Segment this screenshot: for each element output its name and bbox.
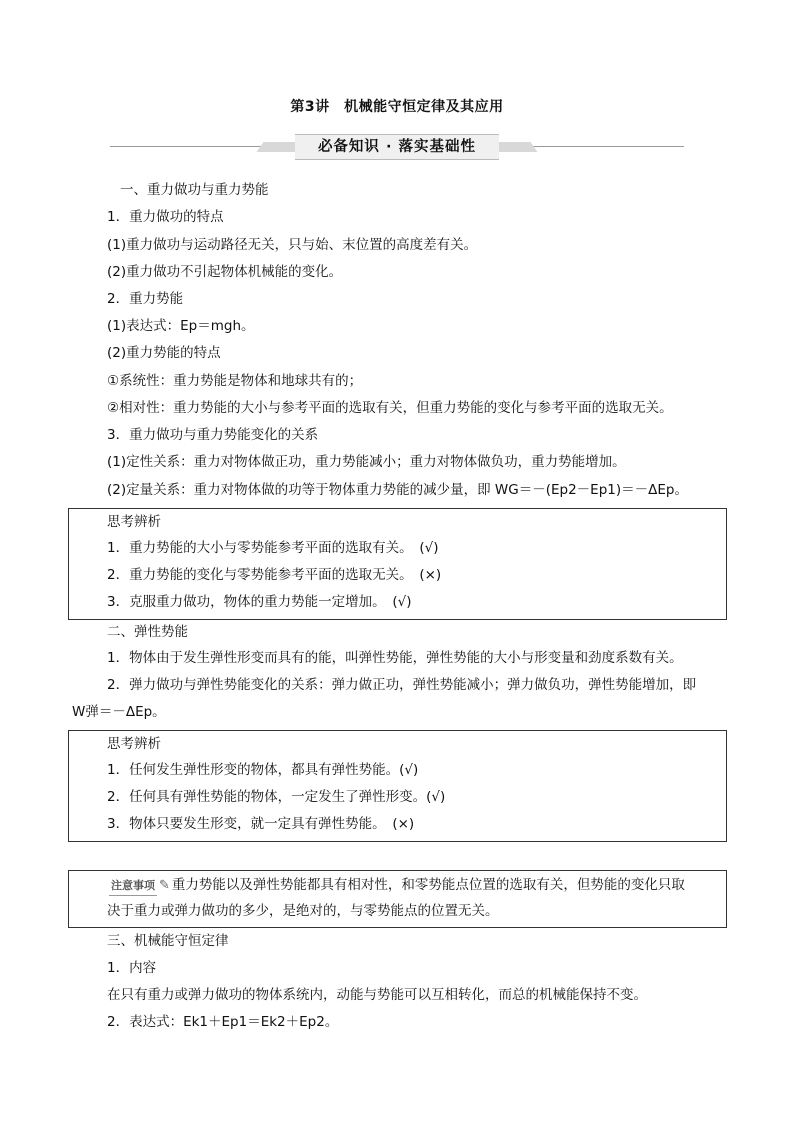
subheading-2: 2．重力势能 bbox=[107, 291, 184, 307]
think-item: 3．物体只要发生形变，就一定具有弹性势能。 (×) bbox=[107, 816, 415, 832]
think-item: 2．重力势能的变化与零势能参考平面的选取无关。 (×) bbox=[107, 567, 442, 583]
heading-section-3: 三、机械能守恒定律 bbox=[107, 933, 229, 949]
paragraph: 在只有重力或弹力做功的物体系统内，动能与势能可以互相转化，而总的机械能保持不变。 bbox=[107, 987, 647, 1003]
formula-line: 2．表达式：Ek1＋Ep1＝Ek2＋Ep2。 bbox=[107, 1014, 339, 1030]
subheading-1: 1．重力做功的特点 bbox=[107, 209, 224, 225]
think-item: 3．克服重力做功，物体的重力势能一定增加。 (√) bbox=[107, 594, 412, 610]
note-line-1 bbox=[109, 876, 685, 896]
think-box-1 bbox=[68, 508, 727, 620]
heading-section-1: 一、重力做功与重力势能 bbox=[120, 182, 269, 198]
note-box bbox=[68, 870, 727, 928]
paragraph: (2)重力做功不引起物体机械能的变化。 bbox=[107, 264, 343, 280]
paragraph: 1．物体由于发生弹性形变而具有的能，叫弹性势能，弹性势能的大小与形变量和劲度系数有关。 bbox=[107, 650, 683, 666]
section-banner bbox=[110, 132, 684, 160]
paragraph: (1)定性关系：重力对物体做正功，重力势能减小；重力对物体做负功，重力势能增加。 bbox=[107, 454, 626, 470]
formula-line: (1)表达式：Ep＝mgh。 bbox=[107, 318, 255, 334]
paragraph: ①系统性：重力势能是物体和地球共有的； bbox=[107, 373, 363, 389]
page-title: 第3讲 机械能守恒定律及其应用 bbox=[290, 99, 504, 115]
note-text-1: 重力势能以及弹性势能都具有相对性，和零势能点位置的选取有关，但势能的变化只取 bbox=[171, 877, 685, 893]
think-item: 1．任何发生弹性形变的物体，都具有弹性势能。(√) bbox=[107, 762, 419, 778]
pen-icon: ✎ bbox=[159, 878, 170, 893]
paragraph: (2)重力势能的特点 bbox=[107, 345, 221, 361]
banner-line-right bbox=[514, 146, 684, 147]
think-box-2 bbox=[68, 730, 727, 842]
paragraph: (2)定量关系：重力对物体做的功等于物体重力势能的减少量，即 WG＝－(Ep2－Ep1)＝－ΔEp。 bbox=[107, 482, 688, 498]
paragraph: (1)重力做功与运动路径无关，只与始、末位置的高度差有关。 bbox=[107, 237, 478, 253]
note-text-2: 决于重力或弹力做功的多少，是绝对的，与零势能点的位置无关。 bbox=[107, 903, 499, 919]
subheading-1: 1．内容 bbox=[107, 960, 157, 976]
paragraph: 2．弹力做功与弹性势能变化的关系：弹力做正功，弹性势能减小；弹力做负功，弹性势能增加，即 bbox=[107, 677, 697, 693]
think-box-title: 思考辨析 bbox=[107, 736, 161, 752]
banner-line-left bbox=[110, 146, 280, 147]
banner-label: 必备知识 · 落实基础性 bbox=[295, 134, 499, 160]
formula-line: W弹＝－ΔEp。 bbox=[72, 704, 166, 720]
note-tag: 注意事项 bbox=[109, 877, 157, 896]
subheading-3: 3．重力做功与重力势能变化的关系 bbox=[107, 427, 319, 443]
think-item: 2．任何具有弹性势能的物体，一定发生了弹性形变。(√) bbox=[107, 789, 446, 805]
paragraph: ②相对性：重力势能的大小与参考平面的选取有关，但重力势能的变化与参考平面的选取无关。 bbox=[107, 400, 673, 416]
think-item: 1．重力势能的大小与零势能参考平面的选取有关。 (√) bbox=[107, 540, 439, 556]
think-box-title: 思考辨析 bbox=[107, 514, 161, 530]
heading-section-2: 二、弹性势能 bbox=[107, 624, 188, 640]
